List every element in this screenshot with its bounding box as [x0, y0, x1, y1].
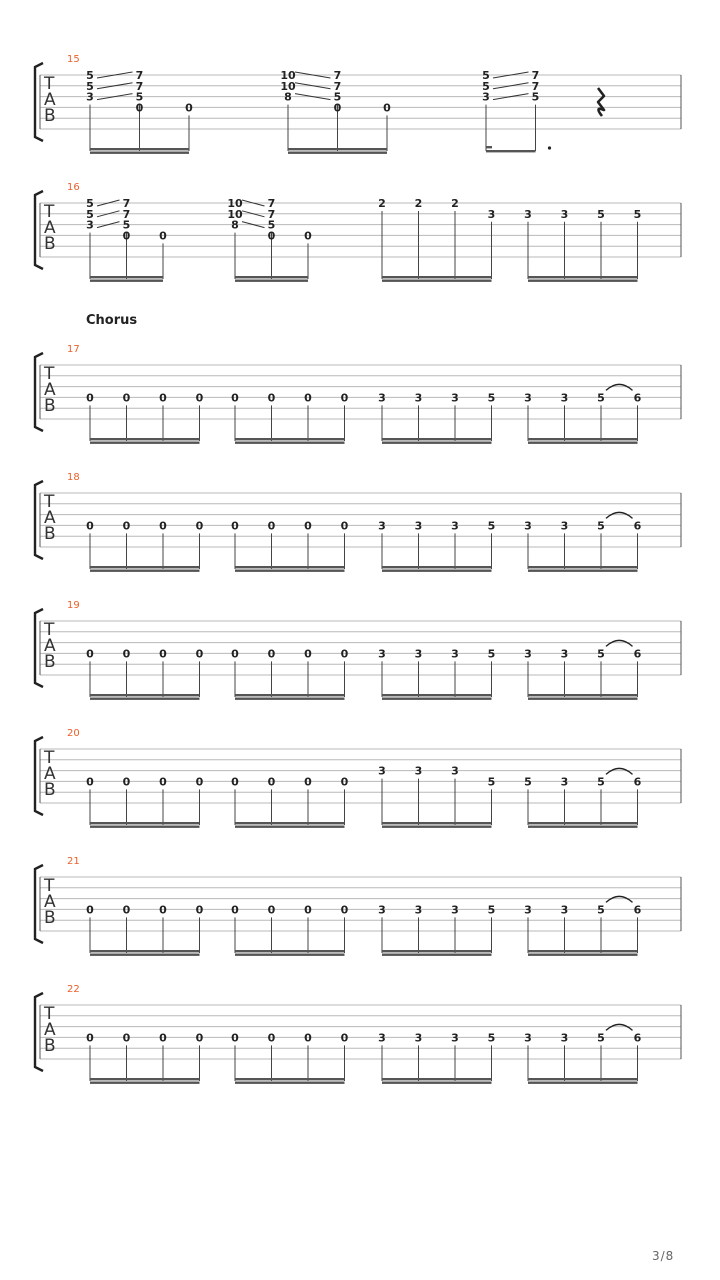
measure-number: 17 — [67, 344, 80, 355]
fret-number: 0 — [267, 519, 276, 533]
measure-number: 16 — [67, 182, 80, 193]
beam — [90, 152, 189, 154]
beam — [235, 570, 345, 572]
slide-target-fret: 7 — [267, 207, 276, 221]
fret-number: 0 — [185, 101, 193, 115]
fret-number: 0 — [159, 391, 167, 405]
beam — [288, 152, 387, 154]
fret-number: 3 — [560, 519, 569, 533]
fret-number: 0 — [340, 775, 349, 789]
fret-number: 3 — [414, 903, 423, 917]
tab-clef-letter: B — [44, 652, 56, 672]
fret-number: 0 — [340, 903, 349, 917]
fret-number: 3 — [482, 90, 490, 104]
beam — [235, 1078, 345, 1080]
fret-number: 5 — [86, 197, 94, 210]
fret-number: 5 — [86, 207, 94, 221]
fret-number: 0 — [231, 519, 239, 533]
fret-number: 3 — [524, 1031, 532, 1045]
beam — [235, 822, 345, 824]
fret-number: 5 — [482, 69, 490, 82]
tie-arc — [606, 512, 633, 518]
slide-target-fret: 7 — [135, 79, 144, 93]
fret-number: 3 — [451, 1031, 459, 1045]
beam — [382, 694, 492, 696]
fret-number: 0 — [122, 775, 131, 789]
fret-number: 0 — [304, 775, 312, 789]
fret-number: 3 — [414, 1031, 423, 1045]
beam — [528, 698, 638, 700]
fret-number: 10 — [280, 69, 296, 82]
beam — [382, 698, 492, 700]
fret-number: 0 — [86, 519, 94, 533]
fret-number: 0 — [340, 1031, 349, 1045]
fret-number: 0 — [159, 647, 167, 661]
fret-number: 5 — [487, 1031, 496, 1045]
fret-number: 0 — [195, 391, 204, 405]
tie-arc — [606, 1024, 633, 1030]
tab-clef-letter: B — [44, 524, 56, 544]
fret-number: 0 — [122, 391, 131, 405]
beam — [528, 280, 638, 282]
fret-number: 3 — [524, 391, 532, 405]
fret-number: 3 — [378, 764, 386, 778]
beam-stub — [486, 146, 492, 148]
slide-target-fret: 7 — [135, 69, 144, 82]
beam — [90, 442, 200, 444]
fret-number: 3 — [560, 391, 569, 405]
beam — [288, 148, 387, 150]
beam — [235, 1082, 345, 1084]
fret-number: 3 — [378, 1031, 386, 1045]
fret-number: 3 — [414, 647, 423, 661]
tab-clef-letter: T — [44, 202, 55, 222]
fret-number: 5 — [487, 519, 496, 533]
beam — [90, 950, 200, 952]
beam — [382, 1078, 492, 1080]
beam — [90, 698, 200, 700]
beam — [382, 280, 492, 282]
beam — [528, 276, 638, 278]
fret-number: 3 — [524, 519, 532, 533]
beam — [528, 822, 638, 824]
beam — [235, 438, 345, 440]
fret-number: 6 — [633, 519, 642, 533]
fret-number: 0 — [195, 519, 204, 533]
tab-clef-letter: T — [44, 364, 55, 384]
fret-number: 0 — [304, 229, 312, 243]
beam — [382, 276, 492, 278]
fret-number: 5 — [487, 647, 496, 661]
fret-number: 0 — [340, 391, 349, 405]
fret-number: 0 — [122, 647, 131, 661]
fret-number: 5 — [524, 775, 532, 789]
fret-number: 0 — [231, 391, 239, 405]
tab-clef-letter: B — [44, 396, 56, 416]
fret-number: 0 — [159, 229, 167, 243]
fret-number: 6 — [633, 1031, 642, 1045]
fret-number: 0 — [304, 903, 312, 917]
tab-system — [35, 472, 681, 572]
beam — [235, 694, 345, 696]
fret-number: 0 — [86, 903, 94, 917]
tab-clef-letter: B — [44, 234, 56, 254]
beam — [235, 826, 345, 828]
beam — [528, 438, 638, 440]
tab-system — [35, 182, 681, 282]
beam — [382, 438, 492, 440]
beam — [90, 148, 189, 150]
slide-target-fret: 5 — [531, 90, 540, 104]
tab-clef-letter: B — [44, 1036, 56, 1056]
slide-target-fret: 7 — [122, 197, 131, 210]
fret-number: 0 — [231, 775, 239, 789]
beam — [528, 694, 638, 696]
beam — [382, 442, 492, 444]
beam — [90, 694, 200, 696]
fret-number: 2 — [451, 197, 459, 210]
slide-target-fret: 7 — [267, 197, 276, 210]
fret-number: 3 — [451, 519, 459, 533]
fret-number: 5 — [86, 69, 94, 82]
beam — [90, 1078, 200, 1080]
fret-number: 2 — [378, 197, 386, 210]
slide-target-fret: 5 — [267, 218, 276, 232]
beam — [90, 566, 200, 568]
tab-system — [35, 54, 681, 154]
fret-number: 3 — [378, 391, 386, 405]
fret-number: 3 — [451, 647, 459, 661]
fret-number: 0 — [122, 519, 131, 533]
beam — [90, 438, 200, 440]
beam — [528, 566, 638, 568]
fret-number: 10 — [280, 79, 296, 93]
beam — [90, 954, 200, 956]
beam — [90, 826, 200, 828]
fret-number: 2 — [414, 197, 423, 210]
fret-number: 0 — [195, 903, 204, 917]
fret-number: 0 — [195, 647, 204, 661]
fret-number: 0 — [135, 101, 144, 115]
beam — [382, 954, 492, 956]
beam — [235, 280, 308, 282]
beam — [382, 566, 492, 568]
tab-clef-letter: B — [44, 908, 56, 928]
tab-clef-letter: T — [44, 1004, 55, 1024]
tab-system — [35, 728, 681, 828]
fret-number: 3 — [451, 391, 459, 405]
measure-number: 19 — [67, 600, 80, 611]
tie-arc — [606, 384, 633, 390]
fret-number: 3 — [560, 903, 569, 917]
fret-number: 3 — [560, 775, 569, 789]
dot — [548, 146, 551, 149]
fret-number: 0 — [267, 775, 276, 789]
beam — [528, 826, 638, 828]
fret-number: 0 — [267, 1031, 276, 1045]
tie-arc — [606, 640, 633, 646]
fret-number: 0 — [304, 647, 312, 661]
measure-number: 15 — [67, 54, 80, 65]
beam — [90, 280, 163, 282]
beam — [382, 1082, 492, 1084]
fret-number: 6 — [633, 903, 642, 917]
fret-number: 0 — [267, 647, 276, 661]
fret-number: 8 — [231, 218, 239, 232]
beam — [382, 826, 492, 828]
slide-target-fret: 7 — [333, 79, 342, 93]
fret-number: 0 — [333, 101, 342, 115]
fret-number: 0 — [86, 775, 94, 789]
measure-number: 20 — [67, 728, 80, 739]
fret-number: 3 — [414, 519, 423, 533]
fret-number: 3 — [451, 764, 459, 778]
fret-number: 0 — [159, 1031, 167, 1045]
slide-target-fret: 5 — [135, 90, 144, 104]
tab-clef-letter: T — [44, 74, 55, 94]
tab-clef-letter: T — [44, 748, 55, 768]
tab-system — [35, 600, 681, 700]
fret-number: 5 — [86, 79, 94, 93]
fret-number: 5 — [597, 207, 605, 221]
fret-number: 0 — [231, 647, 239, 661]
slide-target-fret: 7 — [333, 69, 342, 82]
beam — [528, 1078, 638, 1080]
beam — [528, 950, 638, 952]
measure-number: 18 — [67, 472, 80, 483]
tab-clef-letter: A — [44, 892, 56, 912]
fret-number: 0 — [304, 1031, 312, 1045]
fret-number: 3 — [524, 647, 532, 661]
fret-number: 8 — [284, 90, 292, 104]
beam — [235, 954, 345, 956]
fret-number: 5 — [597, 519, 605, 533]
fret-number: 5 — [597, 775, 605, 789]
tie-arc — [606, 768, 633, 774]
tab-system — [35, 313, 681, 444]
fret-number: 3 — [414, 391, 423, 405]
fret-number: 10 — [227, 197, 243, 210]
fret-number: 0 — [383, 101, 391, 115]
fret-number: 0 — [122, 903, 131, 917]
fret-number: 5 — [597, 1031, 605, 1045]
slide-target-fret: 7 — [531, 79, 540, 93]
fret-number: 0 — [267, 391, 276, 405]
fret-number: 0 — [86, 391, 94, 405]
beam — [528, 570, 638, 572]
fret-number: 3 — [86, 90, 94, 104]
beam — [382, 570, 492, 572]
fret-number: 3 — [524, 903, 532, 917]
fret-number: 5 — [487, 903, 496, 917]
fret-number: 10 — [227, 207, 243, 221]
slide-target-fret: 5 — [333, 90, 342, 104]
tab-clef-letter: A — [44, 1020, 56, 1040]
fret-number: 3 — [378, 903, 386, 917]
fret-number: 3 — [560, 1031, 569, 1045]
beam — [90, 276, 163, 278]
tab-clef-letter: T — [44, 620, 55, 640]
tab-clef-letter: A — [44, 218, 56, 238]
fret-number: 5 — [633, 207, 642, 221]
beam — [235, 950, 345, 952]
tab-clef-letter: B — [44, 780, 56, 800]
fret-number: 6 — [633, 391, 642, 405]
fret-number: 0 — [122, 229, 131, 243]
beam — [90, 1082, 200, 1084]
fret-number: 0 — [195, 1031, 204, 1045]
beam — [486, 150, 536, 152]
tab-clef-letter: A — [44, 764, 56, 784]
fret-number: 3 — [560, 207, 569, 221]
fret-number: 5 — [487, 775, 496, 789]
tab-system — [35, 984, 681, 1084]
quarter-rest-icon — [598, 88, 604, 116]
section-label: Chorus — [86, 313, 138, 328]
fret-number: 3 — [414, 764, 423, 778]
fret-number: 5 — [597, 391, 605, 405]
fret-number: 5 — [597, 903, 605, 917]
slide-target-fret: 5 — [122, 218, 131, 232]
measure-number: 22 — [67, 984, 80, 995]
tab-clef-letter: T — [44, 492, 55, 512]
fret-number: 0 — [231, 1031, 239, 1045]
tab-clef-letter: A — [44, 508, 56, 528]
beam — [235, 442, 345, 444]
fret-number: 0 — [231, 903, 239, 917]
fret-number: 0 — [195, 775, 204, 789]
beam — [528, 1082, 638, 1084]
beam — [235, 566, 345, 568]
fret-number: 0 — [304, 391, 312, 405]
fret-number: 0 — [86, 1031, 94, 1045]
fret-number: 0 — [159, 519, 167, 533]
slide-target-fret: 7 — [122, 207, 131, 221]
fret-number: 3 — [378, 519, 386, 533]
beam — [90, 570, 200, 572]
fret-number: 3 — [560, 647, 569, 661]
tab-clef-letter: A — [44, 636, 56, 656]
beam — [382, 950, 492, 952]
fret-number: 3 — [378, 647, 386, 661]
fret-number: 0 — [304, 519, 312, 533]
fret-number: 3 — [451, 903, 459, 917]
beam — [528, 442, 638, 444]
beam — [528, 954, 638, 956]
fret-number: 3 — [86, 218, 94, 232]
tab-clef-letter: A — [44, 380, 56, 400]
tie-arc — [606, 896, 633, 902]
fret-number: 6 — [633, 647, 642, 661]
fret-number: 5 — [487, 391, 496, 405]
beam — [235, 698, 345, 700]
tab-system — [35, 856, 681, 956]
fret-number: 0 — [340, 519, 349, 533]
fret-number: 5 — [597, 647, 605, 661]
fret-number: 6 — [633, 775, 642, 789]
fret-number: 0 — [122, 1031, 131, 1045]
fret-number: 0 — [159, 775, 167, 789]
fret-number: 0 — [86, 647, 94, 661]
fret-number: 0 — [267, 903, 276, 917]
fret-number: 3 — [487, 207, 496, 221]
beam — [235, 276, 308, 278]
fret-number: 3 — [524, 207, 532, 221]
slide-target-fret: 7 — [531, 69, 540, 82]
tab-clef-letter: T — [44, 876, 55, 896]
beam — [382, 822, 492, 824]
measure-number: 21 — [67, 856, 80, 867]
fret-number: 0 — [267, 229, 276, 243]
beam — [90, 822, 200, 824]
fret-number: 0 — [340, 647, 349, 661]
fret-number: 0 — [159, 903, 167, 917]
fret-number: 5 — [482, 79, 490, 93]
page-number: 3/8 — [652, 1249, 675, 1263]
tab-clef-letter: B — [44, 106, 56, 126]
tab-clef-letter: A — [44, 90, 56, 110]
